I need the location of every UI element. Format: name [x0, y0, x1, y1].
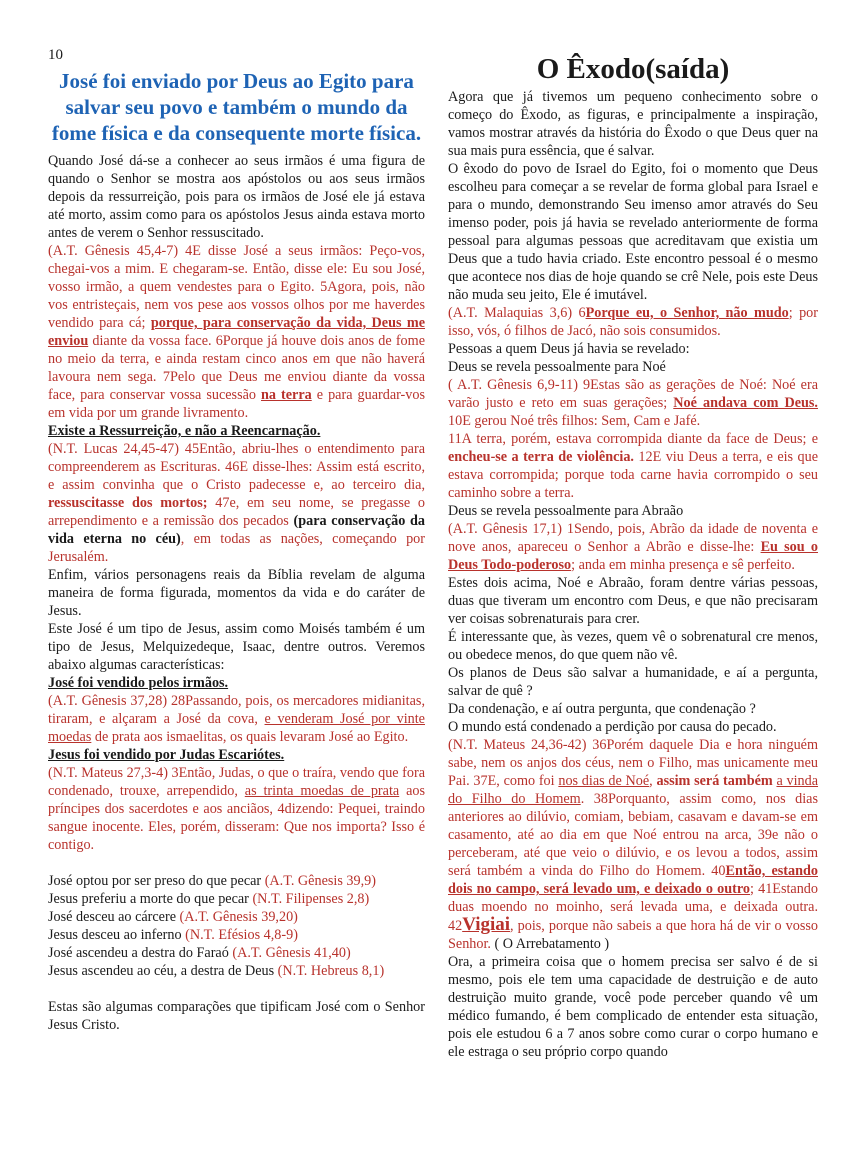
left-heading: José foi enviado por Deus ao Egito para salvar seu povo e também o mundo da fome física e da consequente morte física.: [51, 69, 422, 145]
paragraph-intro: Quando José dá-se a conhecer ao seus irmãos é uma figura de quando o Senhor se mostra aos apóstolos ou aos seus irmãos depois da ressurreição, pois para os irmãos de José ele já estava até morto, assim como para os apóstolos Jesus ainda estava morto antes de verem o Senhor ressuscitado.: [48, 153, 425, 241]
sold-by-judas-heading: Jesus foi vendido por Judas Escariótes.: [48, 747, 285, 763]
genesis-37-quote: (A.T. Gênesis 37,28) 28Passando, pois, os mercadores midianitas, tiraram, e alçaram a José da cova, e venderam José por vinte moedas de prata aos ismaelitas, os quais levaram José ao Egito.: [48, 693, 425, 745]
comparison-list: [48, 872, 425, 980]
genesis-45-quote: (A.T. Gênesis 45,4-7) 4E disse José a seus irmãos: Peço-vos, chegai-vos a mim. E chegaram-se. Então, disse ele: Eu sou José, vosso irmão, a quem vendestes para o Egito. 5Agora, pois, não vos entristeçais, nem vos pese aos vossos olhos por me haverdes vendido para cá; porque, para conservação da vida, Deus me enviou diante da vossa face. 6Porque já houve dois anos de fome no meio da terra, e ainda restam cinco anos em que não haverá lavoura nem sega. 7Pelo que Deus me enviou diante da vossa face, para conservar vossa sucessão na terra e para guardar-vos em vida por um grande livramento.: [48, 243, 426, 421]
paragraph-condemnation: Da condenação, e aí outra pergunta, que condenação ?: [448, 701, 756, 717]
malachi-3-quote: (A.T. Malaquias 3,6) 6Porque eu, o Senhor, não mudo; por isso, vós, ó filhos de Jacó, não sois consumidos.: [448, 305, 819, 339]
closing-paragraph: Estas são algumas comparações que tipificam José com o Senhor Jesus Cristo.: [48, 999, 425, 1033]
paragraph-world-condemned: O mundo está condenado a perdição por causa do pecado.: [448, 719, 777, 735]
matthew-24-quote: (N.T. Mateus 24,36-42) 36Porém daquele Dia e hora ninguém sabe, nem os anjos dos céus, nem o Filho, mas unicamente meu Pai. 37E, como foi nos dias de Noé, assim será também a vinda do Filho do Homem. 38Porquanto, assim como, nos dias anteriores ao dilúvio, comiam, bebiam, casavam e davam-se em casamento, até ao dia em que Noé entrou na arca, 39e não o perceberam, até que veio o dilúvio, e os levou a todos, assim será também a vinda do Filho do Homem. 40Então, estando dois no campo, será levado um, e deixado o outro; 41Estando duas moendo no moinho, será levada uma, e deixada outra. 42Vigiai, pois, porque não sabeis a que hora há de vir o vosso Senhor. ( O Arrebatamento ): [448, 737, 819, 952]
paragraph-figures: Enfim, vários personagens reais da Bíblia revelam de alguma maneira de forma figurada, momentos da vida e do caráter de Jesus.: [48, 567, 425, 619]
comparison-item: Jesus desceu ao inferno (N.T. Efésios 4,8-9): [48, 927, 298, 943]
matthew-27-quote: (N.T. Mateus 27,3-4) 3Então, Judas, o que o traíra, vendo que fora condenado, trouxe, arrependido, as trinta moedas de prata aos príncipes dos sacerdotes e aos anciãos, 4dizendo: Pequei, traindo sangue inocente. Eles, porém, disseram: Que nos importa? Isso é contigo.: [48, 765, 426, 853]
comparison-item: Jesus preferiu a morte do que pecar (N.T. Filipenses 2,8): [48, 891, 370, 907]
revealed-persons-label: Pessoas a quem Deus já havia se revelado:: [448, 341, 690, 357]
luke-24-quote: (N.T. Lucas 24,45-47) 45Então, abriu-lhes o entendimento para compreenderem as Escrituras. 46E disse-lhes: Assim está escrito, e assim convinha que o Cristo padecesse e, ao terceiro dia, ressuscitasse dos mortos; 47e, em seu nome, se pregasse o arrependimento e a remissão dos pecados (para conservação da vida eterna no céu), em todas as nações, começando por Jerusalém.: [48, 441, 426, 565]
right-heading: O Êxodo(saída): [536, 53, 730, 85]
sold-by-brothers-heading: José foi vendido pelos irmãos.: [48, 675, 229, 691]
paragraph-supernatural: É interessante que, às vezes, quem vê o sobrenatural cre menos, ou obedece menos, do que quem não vê.: [448, 629, 818, 663]
paragraph-exodus-intro: Agora que já tivemos um pequeno conhecimento sobre o começo do Êxodo, as figuras, e principalmente a inspiração, vamos mostrar através da história do Êxodo o que Deus quer na sua mais pura essência, que é salvar.: [448, 89, 818, 159]
left-column: [48, 68, 425, 1034]
paragraph-plans: Os planos de Deus são salvar a humanidade, e aí a pergunta, salvar de quê ?: [448, 665, 818, 699]
comparison-item: José optou por ser preso do que pecar (A.T. Gênesis 39,9): [48, 873, 376, 889]
paragraph-self-destruction: Ora, a primeira coisa que o homem precisa ser salvo é de si mesmo, pois ele tem uma capacidade de destruição e de auto destruição muito grande, você pode perceber quando vê um médico fumando, é bem complicado de entender esta situação, pois ele estudou 6 a 7 anos sobre como curar o corpo humano e ele estraga o seu próprio corpo quando: [448, 954, 818, 1060]
right-column: [448, 52, 818, 1061]
genesis-6-quote: ( A.T. Gênesis 6,9-11) 9Estas são as gerações de Noé: Noé era varão justo e reto em suas gerações; Noé andava com Deus. 10E gerou Noé três filhos: Sem, Cam e Jafé.: [448, 377, 818, 429]
paragraph-types: Este José é um tipo de Jesus, assim como Moisés também é um tipo de Jesus, Melquizedeque, Isaac, dentre outros. Veremos abaixo algumas características:: [48, 621, 425, 673]
comparison-item: José desceu ao cárcere (A.T. Gênesis 39,20): [48, 909, 298, 925]
noah-subheading: Deus se revela pessoalmente para Noé: [448, 359, 666, 375]
paragraph-exodus-global: O êxodo do povo de Israel do Egito, foi o momento que Deus escolheu para começar a se revelar de forma global para Israel e para o mundo, demonstrando Seu imenso amor através do Seu imenso poder, pois já havia se revelado anteriormente de forma pessoal para algumas pessoas que acreditavam que existia um Deus que a tudo havia criado. Este encontro pessoal é o mesmo que acontece nos dias de hoje quando se crê Nele, pois este Deus não muda seu jeito, Ele é imutável.: [448, 161, 818, 303]
genesis-6-11-quote: 11A terra, porém, estava corrompida diante da face de Deus; e encheu-se a terra de violência. 12E viu Deus a terra, e eis que estava corrompida; porque toda carne havia corrompido o seu caminho sobre a terra.: [448, 431, 818, 501]
comparison-item: José ascendeu a destra do Faraó (A.T. Gênesis 41,40): [48, 945, 351, 961]
paragraph-noah-abraham: Estes dois acima, Noé e Abraão, foram dentre várias pessoas, duas que tiveram um encontro com Deus, e que não precisaram ver coisas sobrenaturais para crer.: [448, 575, 818, 627]
comparison-item: Jesus ascendeu ao céu, a destra de Deus (N.T. Hebreus 8,1): [48, 963, 385, 979]
resurrection-heading: Existe a Ressurreição, e não a Reencarnação.: [48, 423, 321, 439]
genesis-17-quote: (A.T. Gênesis 17,1) 1Sendo, pois, Abrão da idade de noventa e nove anos, apareceu o Senhor a Abrão e disse-lhe: Eu sou o Deus Todo-poderoso; anda em minha presença e sê perfeito.: [448, 521, 818, 573]
page-number: 10: [48, 47, 63, 63]
abraham-subheading: Deus se revela pessoalmente para Abraão: [448, 503, 684, 519]
